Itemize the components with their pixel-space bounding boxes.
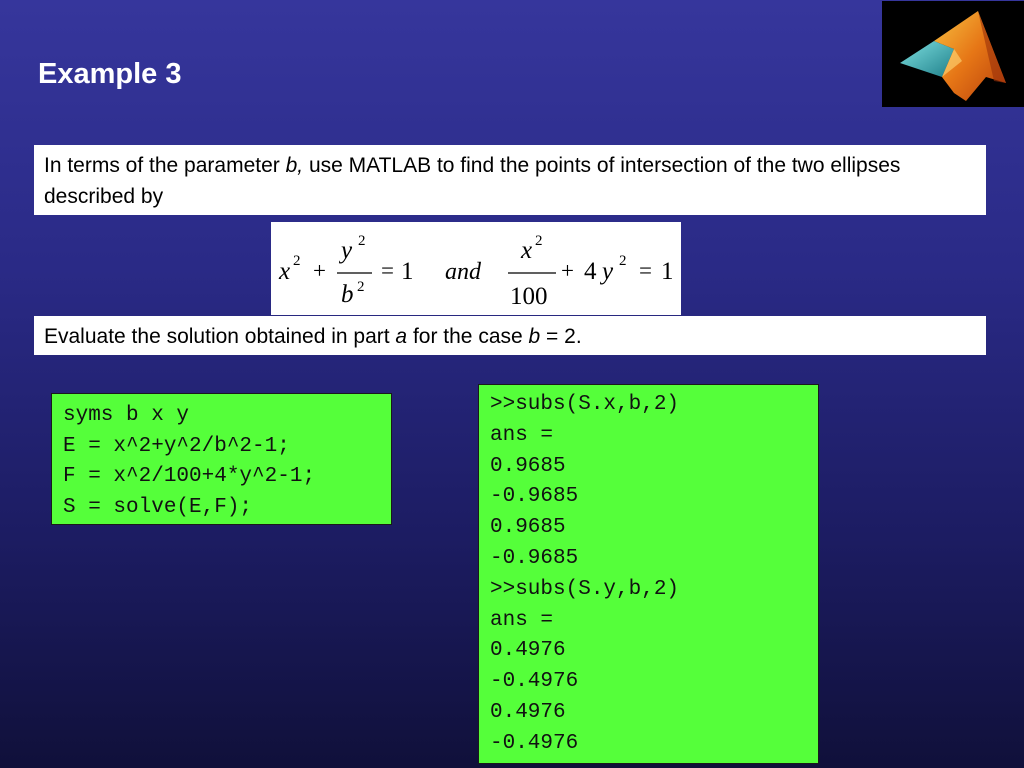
question-text: Evaluate the solution obtained in part: [44, 325, 396, 348]
output-line: -0.4976: [490, 731, 579, 755]
matlab-logo: [882, 1, 1024, 107]
eq1-denominator-b: b: [341, 281, 354, 308]
question-text: for the case: [407, 325, 529, 348]
question-part-b: [34, 316, 986, 355]
output-line: 0.9685: [490, 516, 566, 540]
matlab-membrane-logo-icon: [882, 1, 1024, 107]
eq1-x-exponent: 2: [293, 253, 301, 269]
output-line: ans =: [490, 608, 554, 632]
eq2-numerator-exponent: 2: [535, 233, 543, 249]
matlab-output-block: [478, 384, 819, 764]
output-line: >>subs(S.y,b,2): [490, 577, 680, 601]
var-b: b: [528, 325, 541, 348]
eq1-x: x: [279, 258, 291, 285]
output-line: 0.4976: [490, 700, 566, 724]
eq2-rhs: 1: [661, 258, 674, 285]
eq2-plus: +: [561, 258, 574, 283]
part-a-ref: a: [395, 325, 408, 348]
eq1-rhs: 1: [401, 258, 414, 285]
eq1-denominator-exponent: 2: [357, 279, 365, 295]
eq2-y: y: [602, 258, 614, 285]
output-line: 0.4976: [490, 639, 566, 663]
eq2-y-exponent: 2: [619, 253, 627, 269]
and-label: and: [445, 259, 481, 285]
eq2-coefficient: 4: [584, 258, 597, 285]
code-line: S = solve(E,F);: [63, 495, 253, 519]
matlab-code-block: [51, 393, 392, 525]
question-part-a: [34, 145, 986, 215]
output-line: 0.9685: [490, 454, 566, 478]
question-text: use MATLAB to find the points of intersection of the two ellipses described by: [44, 154, 901, 208]
eq1-equals: =: [381, 258, 394, 283]
eq2-numerator-x: x: [521, 237, 533, 264]
code-line: F = x^2/100+4*y^2-1;: [63, 465, 316, 488]
slide-title: Example 3: [38, 58, 182, 90]
code-line: syms b x y: [63, 404, 190, 427]
code-line: E = x^2+y^2/b^2-1;: [63, 434, 290, 458]
eq2-denominator: 100: [510, 283, 548, 310]
output-line: -0.9685: [490, 546, 579, 570]
eq1-numerator-exponent: 2: [358, 233, 366, 249]
eq2-equals: =: [639, 258, 652, 283]
output-line: >>subs(S.x,b,2): [490, 393, 680, 416]
output-line: -0.9685: [490, 485, 579, 509]
output-line: -0.4976: [490, 670, 579, 694]
question-text: = 2.: [540, 325, 582, 348]
param-b: b,: [285, 154, 304, 177]
eq1-numerator-y: y: [341, 237, 353, 264]
question-text: In terms of the parameter: [44, 154, 286, 177]
output-line: ans =: [490, 423, 554, 447]
ellipse-equations: [271, 222, 681, 315]
eq1-plus: +: [313, 258, 326, 283]
